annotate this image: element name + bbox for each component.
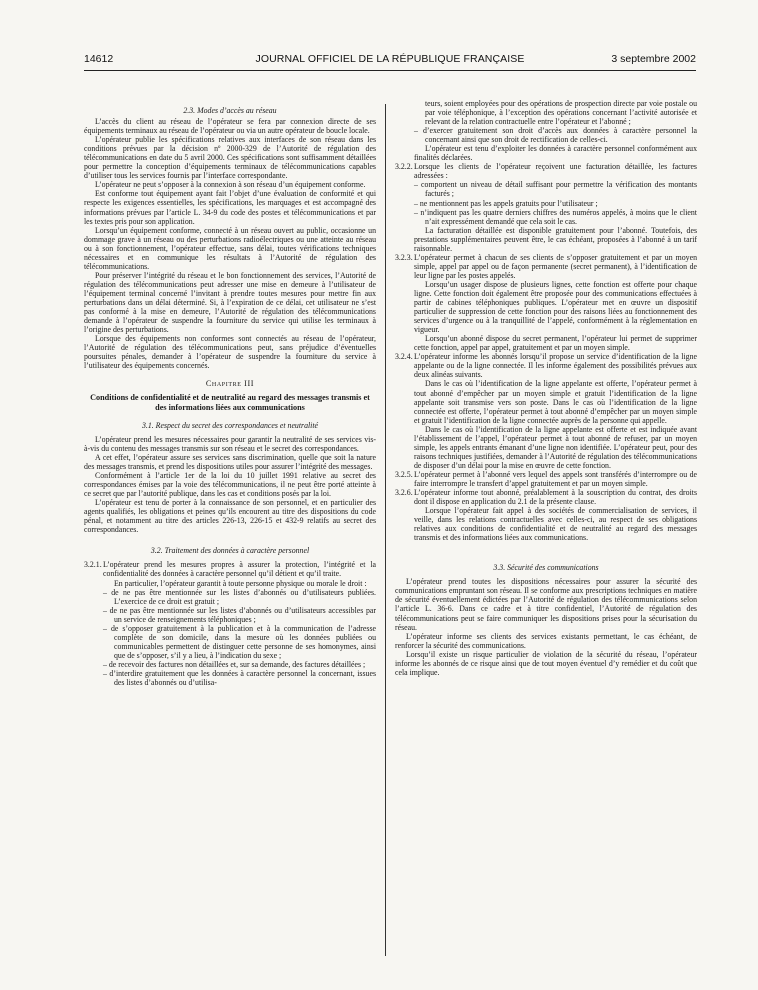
paragraph: Lorsque l’opérateur fait appel à des sociétés de commercialisation de services, il veille, dans les relations contractuelles avec celles-ci, au respect de ses obligations relatives aux conditions de confidentialité et de neutralité au regard des messages transmis et des informations liées aux communications. bbox=[414, 506, 697, 543]
section-title-2-3: 2.3. Modes d’accès au réseau bbox=[183, 106, 277, 115]
paragraph: Lorsqu’un équipement conforme, connecté à un réseau ouvert au public, occasionne un dommage grave à un réseau ou des perturbations radioélectriques ou une atteinte au réseau ou à son fonctionnement, l’opérateur effectue, sans délai, toutes vérifications techniques nécessaires et en communique les résultats à l’Autorité de régulation des télécommunications. bbox=[84, 225, 376, 271]
paragraph: En particulier, l’opérateur garantit à toute personne physique ou morale le droit : bbox=[114, 578, 367, 588]
chapter-label: Chapitre III bbox=[205, 379, 255, 389]
clause-number: 3.2.4. bbox=[395, 352, 413, 362]
column-divider bbox=[385, 104, 386, 956]
paragraph: Lorsqu’il existe un risque particulier de violation de la sécurité du réseau, l’opérateur informe les abonnés de ce risque ainsi que de tout moyen éventuel d’y remédier et du coût que cela implique. bbox=[395, 649, 697, 677]
paragraph: L’opérateur informe ses clients des services existants permettant, le cas échéant, de renforcer la sécurité des communications. bbox=[395, 631, 697, 650]
list-item: – de recevoir des factures non détaillées et, sur sa demande, des factures détaillées ; bbox=[103, 659, 366, 669]
clause-text: L’opérateur prend les mesures propres à assurer la protection, l’intégrité et la confidentialité des données à caractère personnel qu’il détient et qu’il traite. bbox=[103, 560, 376, 579]
clause-text: L’opérateur permet à l’abonné vers lequel des appels sont transférés d’interrompre ou de faire interrompre le transfert d’appel gratuitement et par un moyen simple. bbox=[414, 469, 697, 488]
page-header bbox=[84, 53, 696, 71]
list-item: – n’indiquent pas les quatre derniers chiffres des numéros appelés, à moins que le client n’ait expressément demandé que cela soit le cas. bbox=[414, 207, 697, 226]
list-item-continued: teurs, soient employées pour des opérations de prospection directe par voie postale ou par voie téléphonique, à l’exception des opérations concernant l’activité autorisée et relevant de la relation contractuelle entre l’opérateur et l’abonné ; bbox=[425, 99, 697, 127]
paragraph: A cet effet, l’opérateur assure ses services sans discrimination, quelle que soit la nature des messages transmis, et prend les dispositions utiles pour assurer l’intégrité des messages. bbox=[84, 452, 376, 471]
list-item: – de s’opposer gratuitement à la publication et à la communication de l’adresse complète de son domicile, dans la mesure où les données publiées ou communicables permettent de distinguer cette personne de ses homonymes, ainsi que de s’opposer, s’il y a lieu, à l’indication du sexe ; bbox=[103, 623, 376, 660]
list-item: – de ne pas être mentionnée sur les listes d’abonnés ou d’utilisateurs accessibles par un service de renseignements téléphoniques ; bbox=[103, 605, 376, 624]
clause-number: 3.2.1. bbox=[84, 560, 102, 570]
paragraph: Est conforme tout équipement ayant fait l’objet d’une évaluation de conformité et qui respecte les exigences essentielles, les spécifications, les marquages et est accompagné des informations prévues par l’article L. 34-9 du code des postes et télécommunications et par les textes pris pour son application. bbox=[84, 189, 376, 226]
list-item: – de ne pas être mentionnée sur les listes d’abonnés ou d’utilisateurs publiées. L’exercice de ce droit est gratuit ; bbox=[103, 587, 376, 606]
journal-title: JOURNAL OFFICIEL DE LA RÉPUBLIQUE FRANÇAISE bbox=[255, 53, 525, 65]
paragraph: L’opérateur prend toutes les dispositions nécessaires pour assurer la sécurité des communications empruntant son réseau. Il se conforme aux prescriptions techniques en matière de sécurité éventuellement édictées par l’Autorité de régulation des télécommunications selon l’article L. 36-6. Dans ce cadre et à titre confidentiel, l’Autorité de régulation des télécommunications peut se faire communiquer les dispositions prises pour la sécurisation du réseau. bbox=[395, 577, 697, 632]
paragraph: L’accès du client au réseau de l’opérateur se fera par connexion directe de ses équipements terminaux au réseau de l’opérateur ou via un autre opérateur de boucle locale. bbox=[84, 117, 376, 136]
paragraph: Pour préserver l’intégrité du réseau et le bon fonctionnement des services, l’Autorité de régulation des télécommunications peut adresser une mise en demeure à l’utilisateur de l’équipement terminal concerné l’invitant à prendre toutes mesures pour mettre fin aux perturbations dans un délai déterminé. Si, à l’expiration de ce délai, cet utilisateur ne s’est pas conformé à la mise en demeure, l’Autorité de régulation des télécommunications demande à l’opérateur de suspendre la fourniture du service qui utilise les terminaux à l’origine des perturbations. bbox=[84, 270, 376, 335]
right-column bbox=[395, 99, 697, 677]
paragraph: L’opérateur est tenu de porter à la connaissance de son personnel, et en particulier des agents qualifiés, les obligations et peines qu’ils encourent au titre des dispositions du code pénal, et notamment au titre des articles 226-13, 226-15 et 432-9 relatifs au secret des correspondances. bbox=[84, 498, 376, 535]
list-item: – d’exercer gratuitement son droit d’accès aux données à caractère personnel la concernant ainsi que son droit de rectification de celles-ci. bbox=[414, 126, 697, 145]
paragraph: L’opérateur est tenu d’exploiter les données à caractère personnel conformément aux finalités déclarées. bbox=[414, 144, 697, 163]
clause-3-2-5 bbox=[395, 470, 697, 488]
paragraph: Dans le cas où l’identification de la ligne appelante est offerte, l’opérateur permet à tout abonné d’empêcher par un moyen simple et gratuit l’identification de la ligne appelante soit transmise vers son poste. Dans le cas où l’identification de la ligne connectée est offerte, l’opérateur permet à tout abonné d’empêcher par un moyen simple et gratuit l’identification de la ligne connectée auprès de la personne qui appelle. bbox=[414, 379, 697, 425]
section-title-3-2: 3.2. Traitement des données à caractère personnel bbox=[150, 546, 310, 556]
chapter-title: Conditions de confidentialité et de neutralité au regard des messages transmis et des informations liées aux communications bbox=[90, 393, 370, 412]
clause-3-2-4 bbox=[395, 352, 697, 379]
clause-number: 3.2.2. bbox=[395, 162, 413, 172]
paragraph: L’opérateur prend les mesures nécessaires pour garantir la neutralité de ses services vis-à-vis du contenu des messages transmis sur son réseau et le secret des correspondances. bbox=[84, 434, 376, 453]
clause-number: 3.2.5. bbox=[395, 469, 413, 479]
issue-date: 3 septembre 2002 bbox=[611, 53, 696, 65]
clause-number: 3.2.3. bbox=[395, 252, 413, 262]
clause-3-2-3 bbox=[395, 253, 697, 280]
paragraph: L’opérateur publie les spécifications relatives aux interfaces de son réseau dans les conditions prévues par la décision nº 2000-329 de l’Autorité de régulation des télécommunications en date du 5 avril 2000. Ces spécifications sont suffisamment détaillées pour permettre la conception d’équipements terminaux de télécommunications capables d’utiliser tous les services fournis par l’interface correspondante. bbox=[84, 135, 376, 181]
clause-number: 3.2.6. bbox=[395, 488, 413, 498]
left-column bbox=[84, 103, 376, 687]
section-title-3-3: 3.3. Sécurité des communications bbox=[493, 563, 599, 573]
clause-text: L’opérateur informe tout abonné, préalablement à la souscription du contrat, des droits dont il dispose en application du 2.1 de la présente clause. bbox=[414, 488, 697, 507]
paragraph: Conformément à l’article 1er de la loi du 10 juillet 1991 relative au secret des correspondances émises par la voie des télécommunications, il ne peut être porté atteinte à ce secret que par l’autorité publique, dans les cas et conditions posés par la loi. bbox=[84, 471, 376, 499]
paragraph: La facturation détaillée est disponible gratuitement pour l’abonné. Toutefois, des prestations supplémentaires peuvent être, le cas échéant, proposées à l’abonné à un tarif raisonnable. bbox=[414, 225, 697, 253]
header-rule bbox=[84, 70, 696, 71]
paragraph: Dans le cas où l’identification de la ligne appelante est offerte et est indiquée avant l’établissement de l’appel, l’opérateur permet à tout abonné de refuser, par un moyen simple, les appels entrants émanant d’une ligne non identifiée. L’opérateur peut, pour des raisons techniques justifiées, demander à l’Autorité de régulation des télécommunications de disposer d’un délai pour la mise en œuvre de cette fonction. bbox=[414, 424, 697, 470]
paragraph: Lorsqu’un abonné dispose du secret permanent, l’opérateur lui permet de supprimer cette fonction, appel par appel, gratuitement et par un moyen simple. bbox=[414, 334, 697, 353]
list-item: – d’interdire gratuitement que les données à caractère personnel la concernant, issues des listes d’abonnés ou d’utilisa- bbox=[103, 668, 376, 688]
clause-text: Lorsque les clients de l’opérateur reçoivent une facturation détaillée, les factures adressées : bbox=[414, 162, 697, 181]
paragraph: L’opérateur ne peut s’opposer à la connexion à son réseau d’un équipement conforme. bbox=[95, 180, 366, 190]
clause-3-2-1 bbox=[84, 560, 376, 578]
paragraph: Lorsqu’un usager dispose de plusieurs lignes, cette fonction est offerte pour chaque ligne. Cette fonction doit également être proposée pour des communications effectuées à partir de cabines téléphoniques publiques. L’opérateur met en œuvre un dispositif particulier de suppression de cette fonction pour des raisons liées au fonctionnement des services d’urgence ou à la tranquillité de l’appelé, conformément à la réglementation en vigueur. bbox=[414, 279, 697, 335]
list-item: – ne mentionnent pas les appels gratuits pour l’utilisateur ; bbox=[414, 198, 598, 208]
section-title-3-1: 3.1. Respect du secret des correspondances et neutralité bbox=[141, 420, 319, 430]
clause-text: L’opérateur permet à chacun de ses clients de s’opposer gratuitement et par un moyen simple, appel par appel ou de façon permanente (secret permanent), à l’identification de leur ligne par les postes appelés. bbox=[414, 252, 697, 280]
page-number: 14612 bbox=[84, 53, 114, 65]
paragraph: Lorsque des équipements non conformes sont connectés au réseau de l’opérateur, l’Autorité de régulation des télécommunications peut, sans préjudice d’éventuelles poursuites pénales, demander à l’opérateur de suspendre la fourniture du service à l’utilisateur des équipements concernés. bbox=[84, 334, 376, 371]
list-item: – comportent un niveau de détail suffisant pour permettre la vérification des montants facturés ; bbox=[414, 180, 697, 199]
clause-3-2-6 bbox=[395, 488, 697, 506]
clause-3-2-2 bbox=[395, 162, 697, 180]
clause-text: L’opérateur informe les abonnés lorsqu’il propose un service d’identification de la ligne appelante ou de la ligne connectée. Il les informe également des possibilités prévues aux deux alinéas suivants. bbox=[414, 352, 697, 380]
